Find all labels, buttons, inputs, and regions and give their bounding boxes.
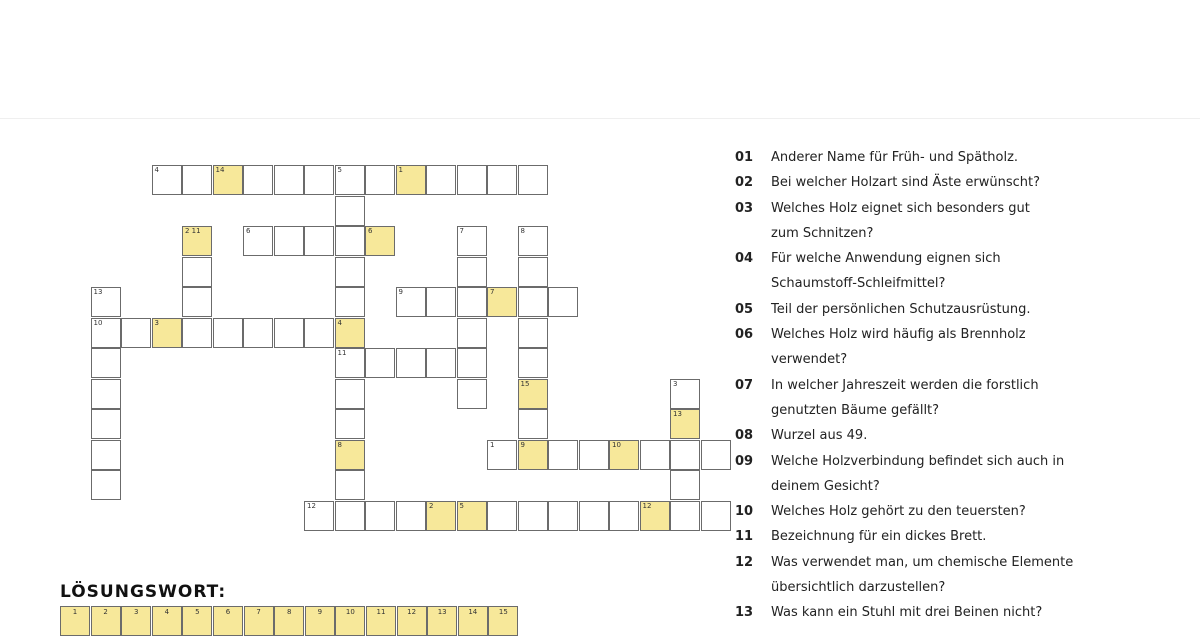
solution-box[interactable] [244, 606, 274, 636]
solution-number: 9 [317, 608, 323, 616]
crossword-cell[interactable] [457, 165, 487, 195]
crossword-cell[interactable] [365, 501, 395, 531]
crossword-cell[interactable] [335, 379, 365, 409]
solution-box[interactable] [182, 606, 212, 636]
clue-text: Bezeichnung für ein dickes Brett. [771, 529, 987, 545]
clue-number: 09 [735, 453, 754, 469]
clue-number: 13 [735, 605, 754, 621]
solution-number: 5 [195, 608, 200, 616]
solution-number: 2 [103, 608, 108, 616]
crossword-cell[interactable] [91, 409, 121, 439]
cell-number: 10 [93, 318, 103, 327]
crossword-cell[interactable] [670, 440, 700, 470]
crossword-cell[interactable] [396, 348, 426, 378]
crossword-cell[interactable] [182, 165, 212, 195]
clue-number: 06 [735, 327, 754, 343]
clue-text: Schaumstoff-Schleifmittel? [771, 276, 946, 292]
crossword-cell[interactable] [243, 226, 273, 256]
cell-number: 6 [368, 227, 373, 235]
clue-line [735, 373, 1175, 398]
crossword-cell[interactable] [335, 318, 365, 348]
crossword-cell[interactable] [396, 165, 426, 195]
crossword-cell[interactable] [457, 226, 487, 256]
crossword-cell[interactable] [670, 470, 700, 500]
crossword-cell[interactable] [243, 165, 273, 195]
solution-box[interactable] [213, 606, 243, 636]
crossword-cell[interactable] [640, 501, 670, 531]
crossword-cell[interactable] [335, 348, 365, 378]
crossword-cell[interactable] [457, 287, 487, 317]
cell-number: 8 [520, 227, 525, 235]
crossword-cell[interactable] [487, 165, 517, 195]
cell-number: 4 [154, 166, 159, 174]
cell-number: 1 [398, 166, 403, 174]
clue-text: Teil der persönlichen Schutzausrüstung. [771, 301, 1031, 317]
crossword-cell[interactable] [609, 440, 639, 470]
cell-number: 5 [459, 501, 464, 510]
cell-number: 12 [307, 501, 316, 510]
clue-text: Was kann ein Stuhl mit drei Beinen nicht? [771, 605, 1043, 621]
crossword-cell[interactable] [182, 287, 212, 317]
clue-number: 12 [735, 554, 754, 570]
crossword-cell[interactable] [518, 287, 548, 317]
cell-number: 13 [93, 288, 103, 296]
crossword-cell[interactable] [243, 318, 273, 348]
crossword-cell[interactable] [91, 318, 121, 348]
crossword-cell[interactable] [274, 165, 304, 195]
cell-number: 13 [673, 410, 682, 418]
crossword-cell[interactable] [579, 440, 609, 470]
crossword-cell[interactable] [518, 409, 548, 439]
solution-number: 10 [345, 608, 355, 616]
crossword-cell[interactable] [518, 348, 548, 378]
crossword-cell[interactable] [457, 501, 487, 531]
crossword-cell[interactable] [365, 226, 395, 256]
clue-line [735, 322, 1175, 347]
crossword-cell[interactable] [457, 379, 487, 409]
solution-box[interactable] [274, 606, 304, 636]
clue-line [735, 398, 1175, 423]
clue-line [735, 145, 1175, 170]
clue-number: 08 [735, 428, 754, 444]
solution-box[interactable] [121, 606, 151, 636]
crossword-cell[interactable] [91, 348, 121, 378]
crossword-cell[interactable] [670, 379, 700, 409]
crossword-cell[interactable] [518, 440, 548, 470]
clue-number: 05 [735, 301, 754, 317]
crossword-cell[interactable] [182, 257, 212, 287]
clue-text: In welcher Jahreszeit werden die forstlich [771, 377, 1039, 393]
crossword-cell[interactable] [182, 318, 212, 348]
crossword-cell[interactable] [518, 226, 548, 256]
solution-number: 4 [164, 608, 170, 616]
clue-line [735, 196, 1175, 221]
crossword-cell[interactable] [457, 348, 487, 378]
cell-number: 4 [337, 318, 342, 327]
crossword-cell[interactable] [274, 226, 304, 256]
clue-number: 07 [735, 377, 754, 393]
cell-number: 9 [398, 288, 403, 296]
crossword-cell[interactable] [335, 287, 365, 317]
crossword-cell[interactable] [518, 318, 548, 348]
cell-number: 9 [520, 440, 525, 449]
crossword-cell[interactable] [701, 501, 731, 531]
crossword-cell[interactable] [274, 318, 304, 348]
crossword-cell[interactable] [365, 348, 395, 378]
clue-number: 04 [735, 251, 754, 267]
solution-number: 3 [133, 608, 139, 616]
clue-text: verwendet? [771, 352, 848, 368]
clue-text: Anderer Name für Früh- und Spätholz. [771, 150, 1019, 165]
crossword-cell[interactable] [518, 379, 548, 409]
clue-text: Welches Holz wird häufig als Brennholz [771, 327, 1026, 343]
solution-number: 13 [437, 608, 447, 616]
crossword-cell[interactable] [640, 440, 670, 470]
cell-number: 15 [520, 379, 530, 388]
cell-number: 10 [612, 440, 621, 449]
crossword-cell[interactable] [91, 440, 121, 470]
solution-box[interactable] [305, 606, 335, 636]
clue-line [735, 499, 1175, 524]
crossword-cell[interactable] [182, 226, 212, 256]
crossword-cell[interactable] [518, 501, 548, 531]
solution-box[interactable] [335, 606, 365, 636]
solution-box[interactable] [488, 606, 518, 636]
crossword-cell[interactable] [335, 409, 365, 439]
clue-text: zum Schnitzen? [771, 225, 874, 241]
crossword-cell[interactable] [335, 440, 365, 470]
clue-line [735, 524, 1175, 549]
crossword-cell[interactable] [304, 318, 334, 348]
cell-number: 2 11 [185, 227, 201, 235]
clue-text: deinem Gesicht? [771, 478, 880, 494]
solution-number: 6 [225, 608, 231, 616]
clue-line [735, 449, 1175, 474]
crossword-cell[interactable] [335, 470, 365, 500]
solution-number: 8 [286, 608, 292, 616]
crossword-cell[interactable] [365, 165, 395, 195]
crossword-cell[interactable] [304, 501, 334, 531]
solution-number: 7 [256, 608, 261, 616]
crossword-cell[interactable] [304, 226, 334, 256]
clue-line [735, 550, 1175, 575]
solution-box[interactable] [427, 606, 457, 636]
crossword-cell[interactable] [548, 440, 578, 470]
crossword-cell[interactable] [335, 196, 365, 226]
crossword-cell[interactable] [152, 318, 182, 348]
crossword-cell[interactable] [487, 440, 517, 470]
crossword-cell[interactable] [487, 287, 517, 317]
cell-number: 3 [673, 379, 678, 388]
crossword-cell[interactable] [487, 501, 517, 531]
solution-box[interactable] [91, 606, 121, 636]
clue-line [735, 246, 1175, 271]
cell-number: 12 [642, 501, 652, 510]
solution-number: 15 [498, 608, 508, 616]
crossword-cell[interactable] [335, 165, 365, 195]
crossword-cell[interactable] [152, 165, 182, 195]
crossword-cell[interactable] [457, 257, 487, 287]
cell-number: 1 [490, 440, 495, 449]
clue-line [735, 297, 1175, 322]
clue-text: Bei welcher Holzart sind Äste erwünscht? [771, 175, 1040, 191]
cell-number: 6 [246, 227, 251, 235]
clue-text: Welches Holz eignet sich besonders gut [771, 200, 1030, 216]
clue-line [735, 221, 1175, 246]
solution-number: 1 [72, 608, 78, 616]
clue-text: Welche Holzverbindung befindet sich auch in [771, 453, 1065, 469]
clue-line [735, 600, 1175, 625]
crossword-cell[interactable] [518, 165, 548, 195]
crossword-cell[interactable] [701, 440, 731, 470]
crossword-cell[interactable] [518, 257, 548, 287]
crossword-cell[interactable] [396, 287, 426, 317]
cell-number: 11 [337, 349, 347, 357]
clue-number: 10 [735, 504, 754, 520]
cell-number: 14 [215, 166, 225, 174]
cell-number: 3 [154, 318, 159, 327]
crossword-cell[interactable] [335, 501, 365, 531]
solution-box[interactable] [458, 606, 488, 636]
clue-line [735, 347, 1175, 372]
solution-number: 14 [468, 608, 478, 616]
clue-line [735, 575, 1175, 600]
crossword-cell[interactable] [426, 348, 456, 378]
clue-number: 11 [735, 529, 754, 545]
crossword-cell[interactable] [426, 501, 456, 531]
crossword-cell[interactable] [335, 226, 365, 256]
clue-number: 03 [735, 200, 754, 216]
solution-title: LÖSUNGSWORT: [60, 582, 227, 602]
crossword-cell[interactable] [579, 501, 609, 531]
cell-number: 2 [429, 501, 434, 510]
crossword-cell[interactable] [91, 470, 121, 500]
solution-box[interactable] [152, 606, 182, 636]
clue-list [735, 145, 1175, 626]
cell-number: 7 [459, 227, 464, 235]
clue-line [735, 271, 1175, 296]
clue-text: Welches Holz gehört zu den teuersten? [771, 504, 1026, 520]
crossword-cell[interactable] [457, 318, 487, 348]
solution-number: 12 [407, 608, 417, 616]
clue-text: Was verwendet man, um chemische Elemente [771, 554, 1074, 570]
cell-number: 5 [337, 166, 342, 174]
crossword-cell[interactable] [426, 165, 456, 195]
solution-box[interactable] [366, 606, 396, 636]
clue-number: 01 [735, 150, 754, 165]
cell-number: 8 [337, 440, 342, 449]
crossword-cell[interactable] [426, 287, 456, 317]
clue-text: Für welche Anwendung eignen sich [771, 251, 1001, 267]
crossword-cell[interactable] [396, 501, 426, 531]
crossword-cell[interactable] [213, 318, 243, 348]
solution-number: 11 [376, 608, 386, 616]
clue-text: Wurzel aus 49. [771, 428, 868, 444]
solution-box[interactable] [397, 606, 427, 636]
crossword-cell[interactable] [548, 501, 578, 531]
solution-box[interactable] [60, 606, 90, 636]
crossword-cell[interactable] [670, 501, 700, 531]
clue-text: übersichtlich darzustellen? [771, 580, 946, 596]
clue-number: 02 [735, 175, 754, 191]
crossword-cell[interactable] [548, 287, 578, 317]
clue-line [735, 474, 1175, 499]
crossword-cell[interactable] [609, 501, 639, 531]
crossword-cell[interactable] [121, 318, 151, 348]
clue-text: genutzten Bäume gefällt? [771, 402, 940, 418]
cell-number: 7 [490, 288, 495, 296]
crossword-cell[interactable] [304, 165, 334, 195]
crossword-cell[interactable] [670, 409, 700, 439]
crossword-cell[interactable] [213, 165, 243, 195]
clue-line [735, 423, 1175, 448]
crossword-cell[interactable] [91, 287, 121, 317]
crossword-cell[interactable] [335, 257, 365, 287]
crossword-cell[interactable] [91, 379, 121, 409]
clue-line [735, 170, 1175, 195]
